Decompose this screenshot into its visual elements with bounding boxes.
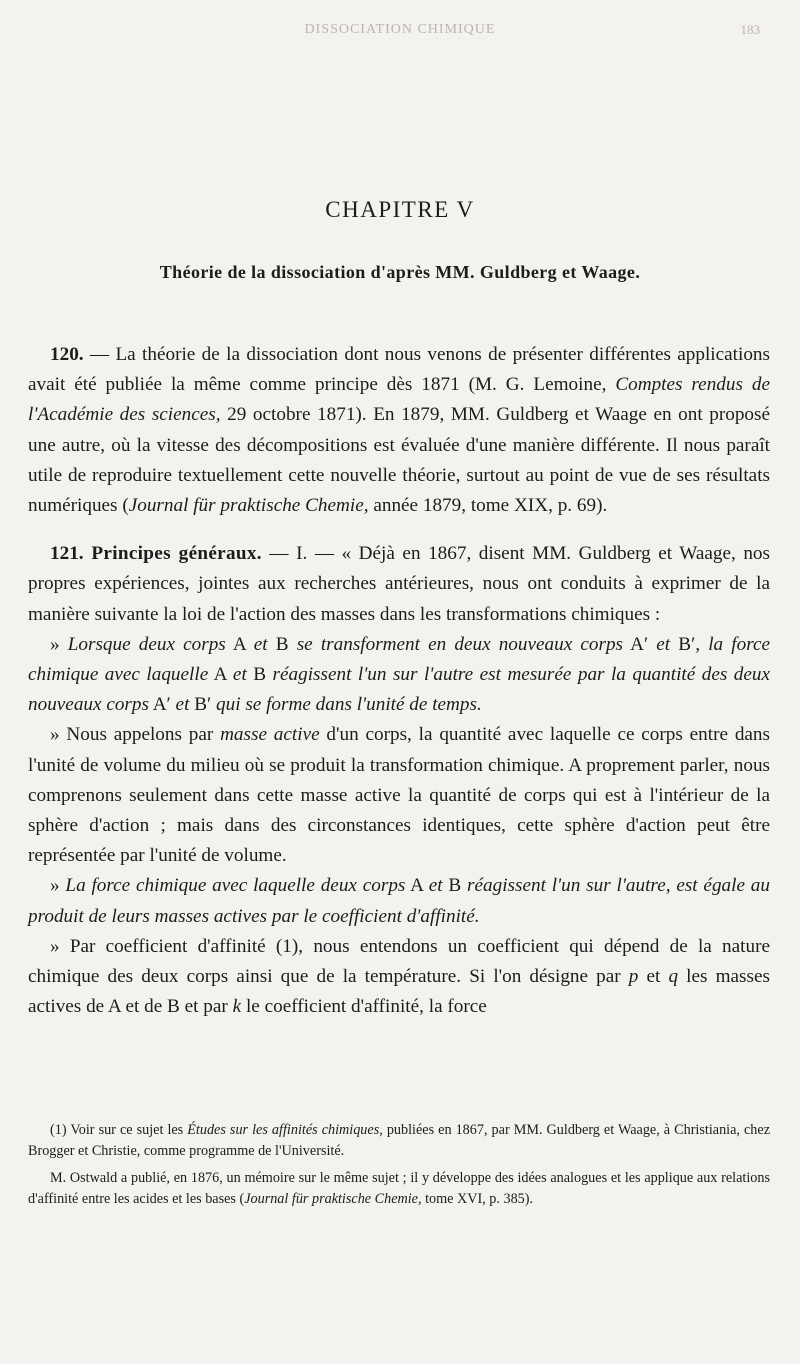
bleed-through-page-number: 183 (740, 22, 760, 37)
section-number: 120. (50, 344, 84, 365)
law-statement-1: » Lorsque deux corps A et B se transforment en deux nouveaux corps A′ et B′, la force chimique avec laquelle A et B réagissent l'un sur l'autre est mesurée par la quantité des deux nouveaux corps A′ et B′ qui se forme dans l'unité de temps. (28, 633, 770, 716)
coefficient-paragraph: » Par coefficient d'affinité (1), nous entendons un coefficient qui dépend de la nature chimique des deux corps ainsi que de la température. Si l'on désigne par p et q les masses actives de A et de B et par k le coefficient d'affinité, la force (28, 935, 770, 1018)
paragraph-120: 120. — La théorie de la dissociation dont nous venons de présenter différentes applications avait été publiée la même comme principe dès 1871 (M. G. Lemoine, Comptes rendus de l'Académie des sciences, 29 octobre 1871). En 1879, MM. Guldberg et Waage en ont proposé une autre, où la vitesse des décompositions est évaluée d'une manière différente. Il nous paraît utile de reproduire textuellement cette nouvelle théorie, surtout au point de vue de ses résultats numériques (Journal für praktische Chemie, année 1879, tome XIX, p. 69). (28, 344, 770, 517)
main-text (28, 340, 770, 1022)
footnote-1: (1) Voir sur ce sujet les Études sur les affinités chimiques, publiées en 1867, par MM. Guldberg et Waage, à Christiania, chez Brogger et Christie, comme programme de l'Université. (28, 1122, 770, 1159)
section-title: Principes généraux. (83, 543, 262, 565)
bleed-through-header: DISSOCIATION CHIMIQUE (304, 22, 496, 37)
law-statement-2: » La force chimique avec laquelle deux corps A et B réagissent l'un sur l'autre, est égale au produit de leurs masses actives par le coefficient d'affinité. (28, 875, 770, 927)
section-number: 121. (50, 543, 84, 565)
masse-active-paragraph: » Nous appelons par masse active d'un corps, la quantité avec laquelle ce corps entre dans l'unité de volume du milieu où se produit la transformation chimique. A proprement parler, nous comprenons seulement dans cette masse active la quantité de corps qui est à l'intérieur de la sphère d'action ; mais dans des circonstances identiques, cette sphère d'action peut être représentée par l'unité de volume. (28, 724, 770, 867)
paragraph-121: 121. Principes généraux. — I. — « Déjà en 1867, disent MM. Guldberg et Waage, nos propres expériences, jointes aux recherches antérieures, nous ont conduits à exprimer de la manière suivante la loi de l'action des masses dans les transformations chimiques : (28, 543, 770, 625)
chapter-heading: CHAPITRE V (325, 197, 475, 222)
chapter-subtitle: Théorie de la dissociation d'après MM. Guldberg et Waage. (159, 262, 641, 282)
footnote-2: M. Ostwald a publié, en 1876, un mémoire sur le même sujet ; il y développe des idées analogues et les applique aux relations d'affinité entre les acides et les bases (Journal für praktische Chemie, tome XVI, p. 385). (28, 1170, 770, 1207)
footnotes (28, 1120, 770, 1210)
